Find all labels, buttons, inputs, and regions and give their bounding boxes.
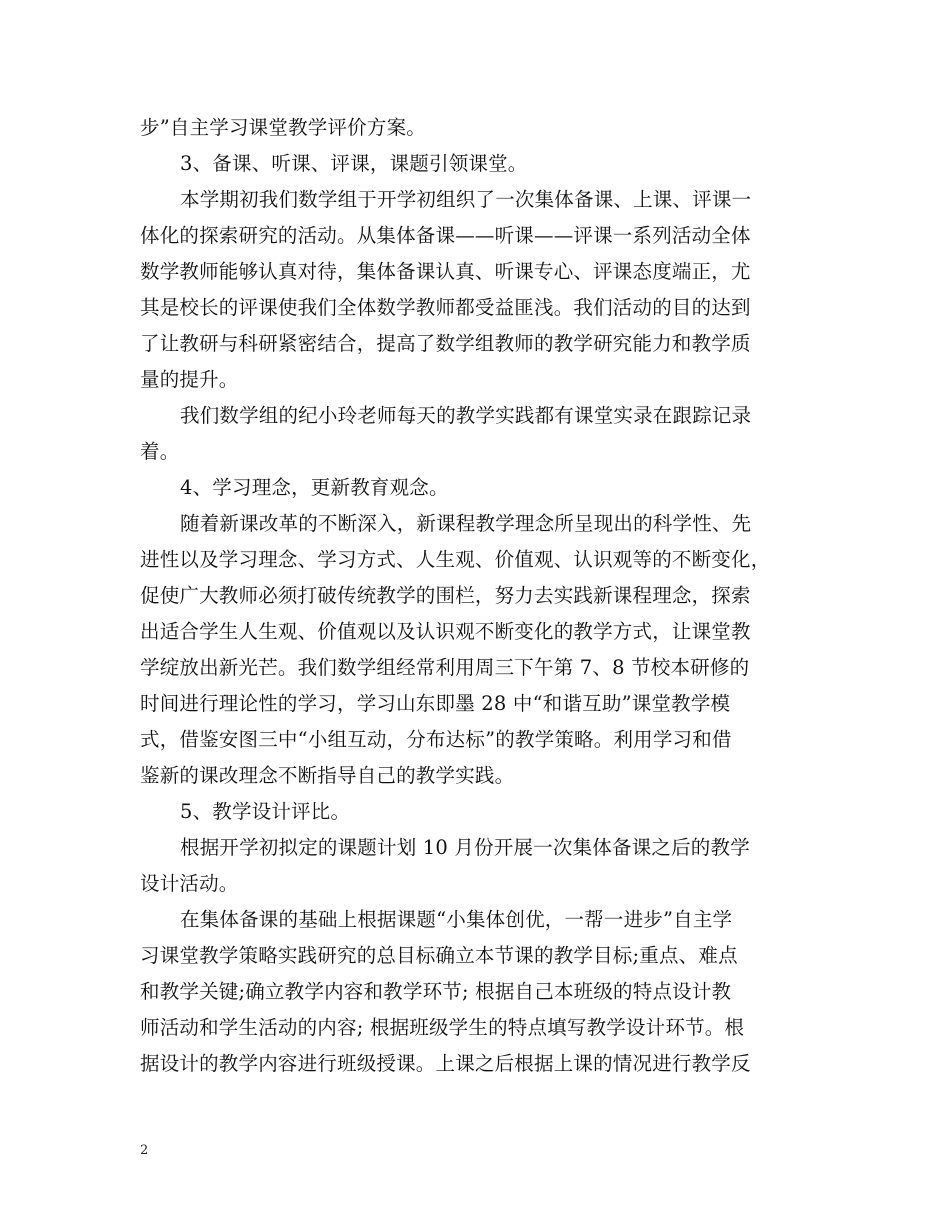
text-line: 鉴新的课改理念不断指导自己的教学实践。	[140, 764, 515, 787]
text-line: 本学期初我们数学组于开学初组织了一次集体备课、上课、评课一	[180, 188, 752, 211]
text-line: 进性以及学习理念、学习方式、人生观、价值观、认识观等的不断变化，	[140, 548, 771, 571]
text-line: 习课堂教学策略实践研究的总目标确立本节课的教学目标;重点、难点	[140, 944, 738, 967]
text-line: 在集体备课的基础上根据课题“小集体创优，一帮一进步”自主学	[180, 908, 733, 931]
text-line: 3、备课、听课、评课，课题引领课堂。	[180, 152, 528, 175]
text-line: 促使广大教师必须打破传统教学的围栏，努力去实践新课程理念，探索	[140, 584, 751, 607]
text-line: 出适合学生人生观、价值观以及认识观不断变化的教学方式，让课堂教	[140, 620, 751, 643]
text-line: 时间进行理论性的学习，学习山东即墨 28 中“和谐互助”课堂教学模	[140, 692, 731, 715]
text-line: 量的提升。	[140, 368, 239, 391]
text-line: 数学教师能够认真对待，集体备课认真、听课专心、评课态度端正，尤	[140, 260, 751, 283]
text-line: 根据开学初拟定的课题计划 10 月份开展一次集体备课之后的教学	[180, 836, 750, 859]
text-line: 和教学关键;确立教学内容和教学环节; 根据自己本班级的特点设计教	[140, 980, 732, 1003]
text-line: 其是校长的评课使我们全体数学教师都受益匪浅。我们活动的目的达到	[140, 296, 751, 319]
text-line: 式，借鉴安图三中“小组互动，分布达标”的教学策略。利用学习和借	[140, 728, 732, 751]
text-line: 步”自主学习课堂教学评价方案。	[140, 116, 426, 139]
text-line: 据设计的教学内容进行班级授课。上课之后根据上课的情况进行教学反	[140, 1052, 751, 1075]
text-line: 5、教学设计评比。	[180, 800, 351, 823]
text-line: 学绽放出新光芒。我们数学组经常利用周三下午第 7、8 节校本研修的	[140, 656, 750, 679]
text-line: 我们数学组的纪小玲老师每天的教学实践都有课堂实录在跟踪记录	[180, 404, 752, 427]
text-line: 师活动和学生活动的内容; 根据班级学生的特点填写教学设计环节。根	[140, 1016, 745, 1039]
text-line: 设计活动。	[140, 872, 239, 895]
text-line: 4、学习理念，更新教育观念。	[180, 476, 449, 499]
text-line: 体化的探索研究的活动。从集体备课——听课——评课一系列活动全体	[140, 224, 751, 247]
document-body	[140, 110, 820, 1082]
text-line: 着。	[140, 440, 180, 463]
page-number: 2	[140, 1143, 149, 1158]
text-line: 随着新课改革的不断深入，新课程教学理念所呈现出的科学性、先	[180, 512, 752, 535]
text-line: 了让教研与科研紧密结合，提高了数学组教师的教学研究能力和教学质	[140, 332, 751, 355]
